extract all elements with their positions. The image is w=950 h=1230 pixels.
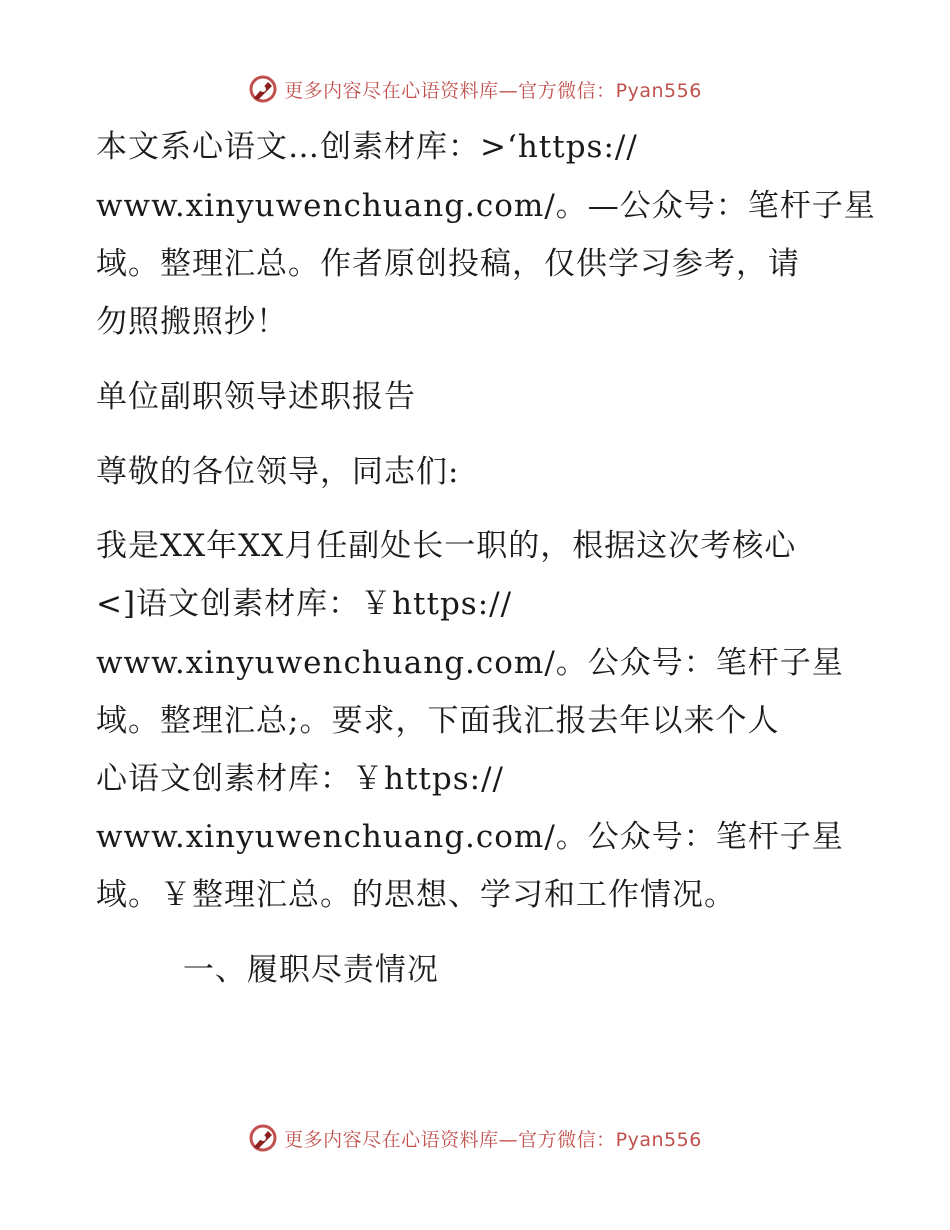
pen-circle-logo-icon: [248, 74, 278, 104]
body-line-4: 勿照搬照抄！: [96, 304, 288, 340]
body-line-3: 域。整理汇总。作者原创投稿，仅供学习参考，请: [96, 246, 800, 282]
body-line-12: www.xinyuwenchuang.com/。公众号：笔杆子星: [96, 819, 844, 855]
header-banner-text: 更多内容尽在心语资料库—官方微信：Pyan556: [284, 79, 702, 102]
header-banner: [0, 74, 950, 104]
salutation: 尊敬的各位领导，同志们:: [96, 454, 460, 490]
body-line-9: www.xinyuwenchuang.com/。公众号：笔杆子星: [96, 645, 844, 681]
body-line-13: 域。￥整理汇总。的思想、学习和工作情况。: [96, 877, 736, 913]
body-line-1: 本文系心语文…创素材库：>‘https://: [96, 129, 638, 165]
body-line-7: 我是XX年XX月任副处长一职的，根据这次考核心: [96, 528, 797, 564]
body-line-11: 心语文创素材库：￥https://: [96, 761, 504, 797]
document-title: 单位副职领导述职报告: [96, 379, 416, 415]
body-line-10: 域。整理汇总;。要求，下面我汇报去年以来个人: [96, 703, 780, 739]
footer-banner: [0, 1123, 950, 1153]
footer-banner-text: 更多内容尽在心语资料库—官方微信：Pyan556: [284, 1128, 702, 1151]
body-line-8: <]语文创素材库：￥https://: [96, 586, 513, 622]
body-line-2: www.xinyuwenchuang.com/。—公众号：笔杆子星: [96, 188, 876, 224]
section-heading: 一、履职尽责情况: [96, 952, 439, 988]
pen-circle-logo-icon: [248, 1123, 278, 1153]
